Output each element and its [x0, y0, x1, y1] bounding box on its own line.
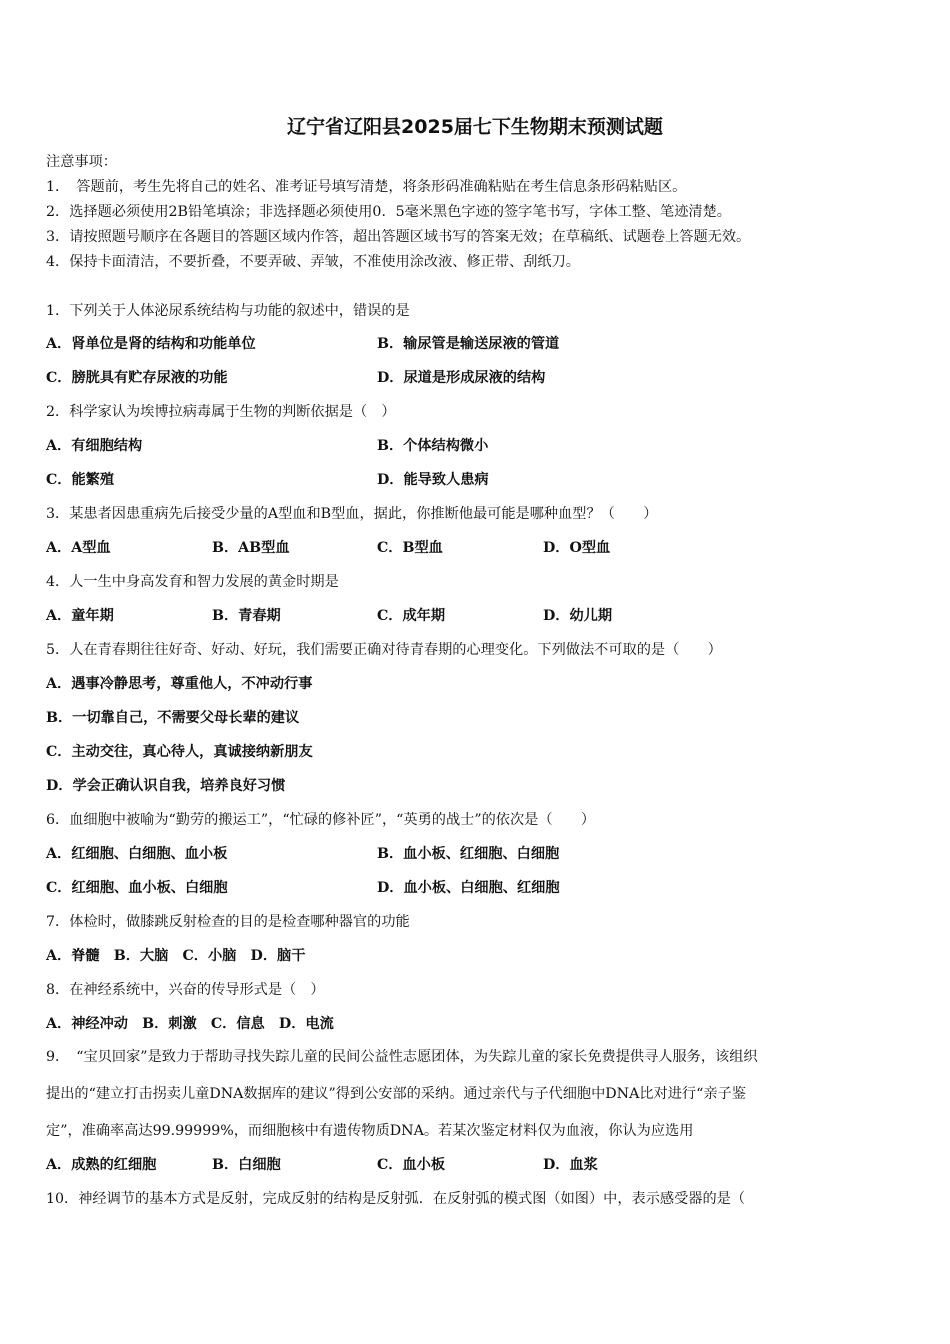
q1-option-a[interactable]: A．肾单位是肾的结构和功能单位 [46, 336, 256, 352]
q9-option-a[interactable]: A．成熟的红细胞 [46, 1157, 157, 1173]
notice-item-3: 3．请按照题号顺序在各题目的答题区域内作答，超出答题区域书写的答案无效；在草稿纸、试题卷上答题无效。 [46, 229, 751, 245]
q3-option-d[interactable]: D．O型血 [543, 540, 611, 556]
q3-option-c[interactable]: C．B型血 [377, 540, 443, 556]
question-10-stem: 10．神经调节的基本方式是反射，完成反射的结构是反射弧．在反射弧的模式图（如图）中，表示感受器的是（ [46, 1191, 746, 1207]
q1-option-b[interactable]: B．输尿管是输送尿液的管道 [377, 336, 560, 352]
q5-option-b[interactable]: B．一切靠自己，不需要父母长辈的建议 [46, 710, 300, 726]
q2-option-d[interactable]: D．能导致人患病 [377, 472, 489, 488]
question-6-stem: 6．血细胞中被喻为“勤劳的搬运工”，“忙碌的修补匠”，“英勇的战士”的依次是（ ） [46, 812, 596, 828]
question-5-stem: 5．人在青春期往往好奇、好动、好玩，我们需要正确对待青春期的心理变化。下列做法不可取的是（ ） [46, 642, 722, 658]
q7-options[interactable]: A．脊髓 B．大脑 C．小脑 D．脑干 [46, 948, 306, 964]
question-4-stem: 4．人一生中身高发育和智力发展的黄金时期是 [46, 574, 339, 590]
question-9-stem-line-1: 9． “宝贝回家”是致力于帮助寻找失踪儿童的民间公益性志愿团体，为失踪儿童的家长免费提供寻人服务，该组织 [46, 1049, 758, 1065]
q1-option-c[interactable]: C．膀胱具有贮存尿液的功能 [46, 370, 228, 386]
q2-option-a[interactable]: A．有细胞结构 [46, 438, 143, 454]
q5-option-c[interactable]: C．主动交往，真心待人，真诚接纳新朋友 [46, 744, 313, 760]
q1-option-d[interactable]: D．尿道是形成尿液的结构 [377, 370, 546, 386]
question-3-stem: 3．某患者因患重病先后接受少量的A型血和B型血，据此，你推断他最可能是哪种血型？（ ） [46, 506, 658, 522]
q2-option-b[interactable]: B．个体结构微小 [377, 438, 489, 454]
q4-option-d[interactable]: D．幼儿期 [543, 608, 613, 624]
q6-option-c[interactable]: C．红细胞、血小板、白细胞 [46, 880, 228, 896]
notice-item-4: 4．保持卡面清洁，不要折叠，不要弄破、弄皱，不准使用涂改液、修正带、刮纸刀。 [46, 254, 580, 270]
notice-heading: 注意事项： [46, 154, 117, 170]
question-9-stem-line-3: 定”，准确率高达99.99999%，而细胞核中有遗传物质DNA。若某次鉴定材料仅为血液，你认为应选用 [46, 1123, 694, 1139]
q4-option-c[interactable]: C．成年期 [377, 608, 446, 624]
q2-option-c[interactable]: C．能繁殖 [46, 472, 115, 488]
q9-option-b[interactable]: B．白细胞 [212, 1157, 281, 1173]
question-9-stem-line-2: 提出的“建立打击拐卖儿童DNA数据库的建议”得到公安部的采纳。通过亲代与子代细胞中DNA比对进行“亲子鉴 [46, 1086, 746, 1102]
question-1-stem: 1．下列关于人体泌尿系统结构与功能的叙述中，错误的是 [46, 303, 410, 319]
question-2-stem: 2．科学家认为埃博拉病毒属于生物的判断依据是（ ） [46, 404, 396, 420]
q6-option-a[interactable]: A．红细胞、白细胞、血小板 [46, 846, 228, 862]
q9-option-c[interactable]: C．血小板 [377, 1157, 446, 1173]
page-title: 辽宁省辽阳县2025届七下生物期末预测试题 [287, 116, 663, 138]
q4-option-a[interactable]: A．童年期 [46, 608, 114, 624]
q3-option-a[interactable]: A．A型血 [46, 540, 111, 556]
q5-option-a[interactable]: A．遇事冷静思考，尊重他人，不冲动行事 [46, 676, 313, 692]
q8-options[interactable]: A．神经冲动 B．刺激 C．信息 D．电流 [46, 1016, 334, 1032]
notice-item-1: 1． 答题前，考生先将自己的姓名、准考证号填写清楚，将条形码准确粘贴在考生信息条形码粘贴区。 [46, 179, 687, 195]
q9-option-d[interactable]: D．血浆 [543, 1157, 598, 1173]
question-7-stem: 7．体检时，做膝跳反射检查的目的是检查哪种器官的功能 [46, 914, 410, 930]
q4-option-b[interactable]: B．青春期 [212, 608, 281, 624]
question-8-stem: 8．在神经系统中，兴奋的传导形式是（ ） [46, 982, 325, 998]
q6-option-d[interactable]: D．血小板、白细胞、红细胞 [377, 880, 560, 896]
q6-option-b[interactable]: B．血小板、红细胞、白细胞 [377, 846, 560, 862]
notice-item-2: 2．选择题必须使用2B铅笔填涂；非选择题必须使用0．5毫米黑色字迹的签字笔书写，字体工整、笔迹清楚。 [46, 204, 731, 220]
q5-option-d[interactable]: D．学会正确认识自我，培养良好习惯 [46, 778, 286, 794]
q3-option-b[interactable]: B．AB型血 [212, 540, 290, 556]
